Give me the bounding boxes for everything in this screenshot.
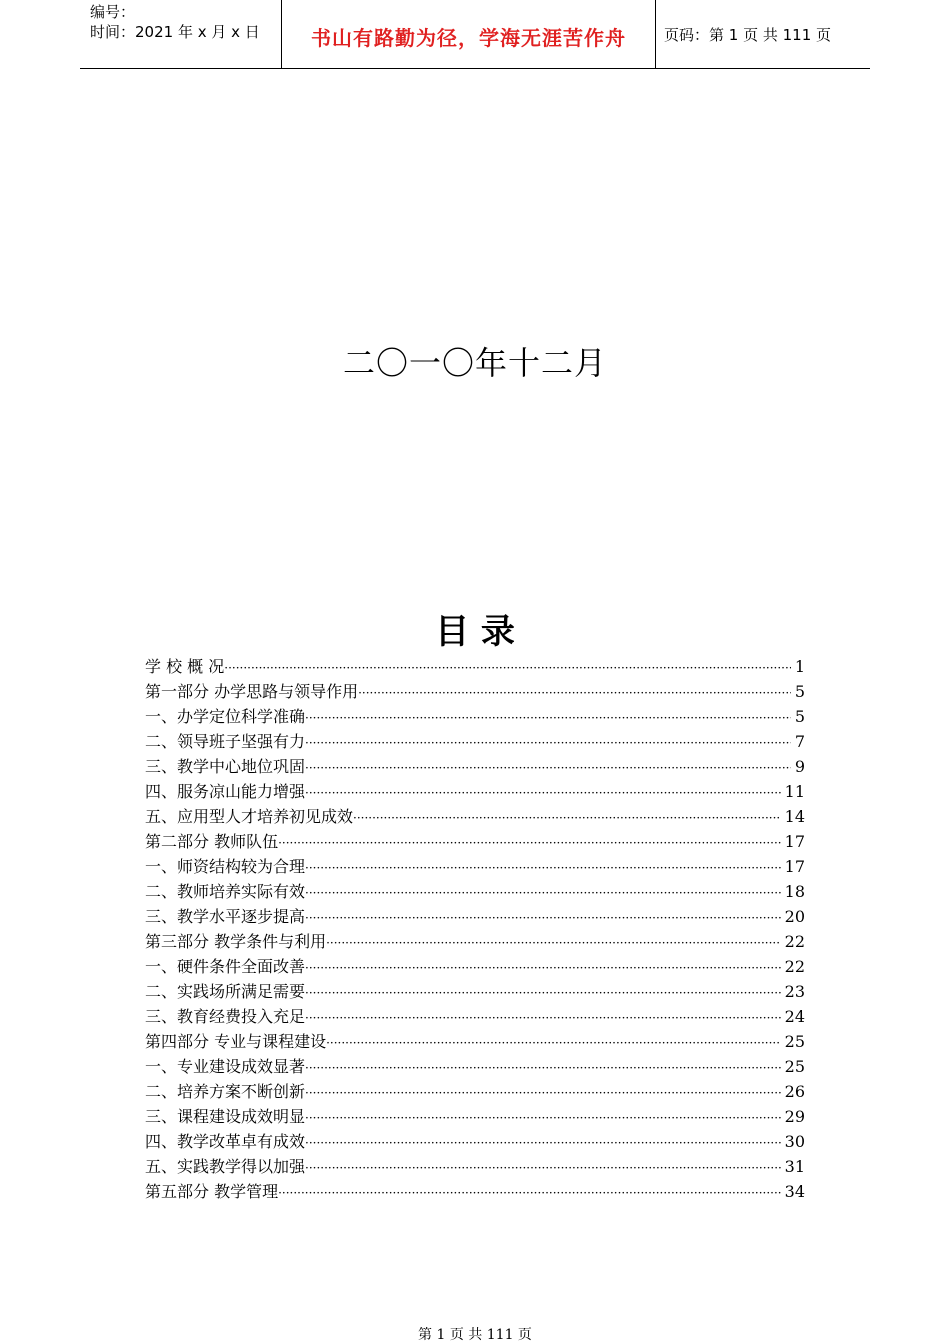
toc-leader-dots [358,681,791,704]
header-divider [655,0,656,68]
toc-entry-label: 第二部分 教师队伍 [145,832,279,851]
toc-entry[interactable] [145,1029,805,1054]
toc-entry-page: 17 [784,832,805,851]
toc-entry-page: 25 [784,1057,805,1076]
toc-entry[interactable] [145,1104,805,1129]
toc-entry-label: 一、硬件条件全面改善 [145,957,306,976]
toc-entry-page: 34 [784,1182,805,1201]
date-title: 二〇一〇年十二月 [342,344,607,382]
toc-entry-page: 14 [784,807,805,826]
toc-entry-label: 一、专业建设成效显著 [145,1057,306,1076]
toc-leader-dots [305,881,781,904]
toc-leader-dots [305,981,781,1004]
toc-entry-page: 22 [784,932,805,951]
toc-entry[interactable] [145,704,805,729]
toc-entry[interactable] [145,1004,805,1029]
toc-entry-label: 五、实践教学得以加强 [145,1157,306,1176]
toc-entry-label: 二、培养方案不断创新 [145,1082,306,1101]
toc-entry-label: 一、师资结构较为合理 [145,857,306,876]
toc-entry-page: 5 [794,682,805,701]
toc-entry-label: 一、办学定位科学准确 [145,707,306,726]
toc-entry[interactable] [145,954,805,979]
toc-title: 目 录 [435,612,515,652]
document-number-label: 编号： [90,3,136,21]
toc-entry-page: 30 [784,1132,805,1151]
toc-entry-label: 二、领导班子坚强有力 [145,732,306,751]
toc-entry-page: 20 [784,907,805,926]
toc-entry[interactable] [145,729,805,754]
toc-entry-page: 25 [784,1032,805,1051]
toc-leader-dots [305,1081,781,1104]
toc-leader-dots [305,756,791,779]
toc-leader-dots [305,1106,781,1129]
toc-entry-label: 第一部分 办学思路与领导作用 [145,682,359,701]
toc-entry[interactable] [145,879,805,904]
toc-entry-label: 学 校 概 况 [145,657,225,676]
toc-entry-label: 三、课程建设成效明显 [145,1107,306,1126]
toc-entry[interactable] [145,829,805,854]
toc-entry[interactable] [145,929,805,954]
toc-entry[interactable] [145,1154,805,1179]
toc-entry-label: 二、教师培养实际有效 [145,882,306,901]
toc-entry[interactable] [145,1079,805,1104]
toc-entry-label: 四、教学改革卓有成效 [145,1132,306,1151]
toc-leader-dots [305,781,781,804]
toc-leader-dots [278,831,781,854]
header-page-info: 页码：第 1 页 共 111 页 [664,26,832,44]
toc-leader-dots [353,806,781,829]
document-time-label: 时间：2021 年 x 月 x 日 [90,23,260,41]
toc-leader-dots [305,856,781,879]
toc-entry[interactable] [145,1129,805,1154]
toc-entry-label: 三、教育经费投入充足 [145,1007,306,1026]
toc-entry-label: 第四部分 专业与课程建设 [145,1032,327,1051]
toc-leader-dots [305,706,791,729]
toc-entry-label: 二、实践场所满足需要 [145,982,306,1001]
toc-entry-page: 17 [784,857,805,876]
toc-entry[interactable] [145,979,805,1004]
toc-entry[interactable] [145,679,805,704]
toc-leader-dots [305,1006,781,1029]
toc-entry-page: 29 [784,1107,805,1126]
toc-entry-page: 7 [794,732,805,751]
toc-entry-label: 第三部分 教学条件与利用 [145,932,327,951]
toc-leader-dots [326,1031,781,1054]
toc-entry-page: 24 [784,1007,805,1026]
toc-leader-dots [305,956,781,979]
toc-entry[interactable] [145,1179,805,1204]
toc-entry-label: 三、教学中心地位巩固 [145,757,306,776]
page-header [80,0,870,69]
toc-leader-dots [224,656,791,679]
toc-leader-dots [305,1156,781,1179]
header-meta [90,2,260,42]
toc-entry[interactable] [145,654,805,679]
toc-leader-dots [278,1181,781,1204]
table-of-contents [145,654,805,1204]
toc-entry-page: 5 [794,707,805,726]
toc-entry-page: 22 [784,957,805,976]
toc-leader-dots [305,1131,781,1154]
toc-leader-dots [305,906,781,929]
toc-entry-page: 18 [784,882,805,901]
toc-entry-label: 第五部分 教学管理 [145,1182,279,1201]
toc-leader-dots [326,931,781,954]
toc-entry[interactable] [145,1054,805,1079]
toc-entry[interactable] [145,754,805,779]
toc-entry-page: 1 [794,657,805,676]
toc-entry[interactable] [145,779,805,804]
toc-entry-page: 9 [794,757,805,776]
toc-entry-page: 31 [784,1157,805,1176]
toc-entry[interactable] [145,854,805,879]
toc-leader-dots [305,731,791,754]
toc-entry-page: 26 [784,1082,805,1101]
toc-entry[interactable] [145,904,805,929]
page-footer: 第 1 页 共 111 页 [418,1327,532,1343]
header-motto: 书山有路勤为径，学海无涯苦作舟 [311,26,626,50]
toc-entry-label: 四、服务凉山能力增强 [145,782,306,801]
toc-entry[interactable] [145,804,805,829]
toc-entry-page: 11 [784,782,805,801]
toc-leader-dots [305,1056,781,1079]
toc-entry-label: 五、应用型人才培养初见成效 [145,807,354,826]
toc-entry-page: 23 [784,982,805,1001]
toc-entry-label: 三、教学水平逐步提高 [145,907,306,926]
